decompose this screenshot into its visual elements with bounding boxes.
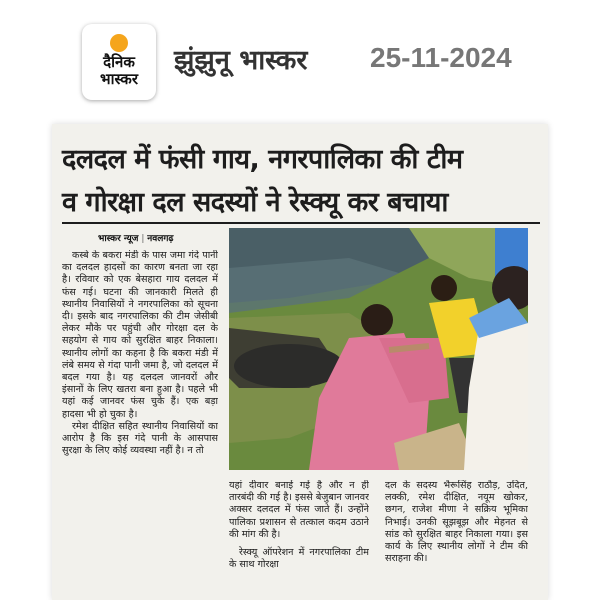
logo-line-2: भास्कर [100, 70, 138, 88]
byline-separator: | [138, 234, 148, 244]
column-2-paragraph-2: रेस्क्यू ऑपरेशन में नगरपालिका टीम के साथ गोरक्षा [229, 547, 369, 571]
logo-line-1: दैनिक [103, 53, 135, 71]
column-3-paragraph-1: दल के सदस्य भैरूसिंह राठौड़, उदित, लक्की, रमेश दीक्षित, नयूम खोकर, छगन, राजेश मीणा ने सक्रिय भूमिका निभाई। उनकी सूझबूझ और मेहनत से सांड को सुरक्षित बाहर निकाला गया। इस कार्य के लिए स्थानीय लोगों ने टीम की सराहना की। [385, 480, 528, 565]
headline-line-2: व गोरक्षा दल सदस्यों ने रेस्क्यू कर बचाया [62, 187, 448, 218]
column-1-paragraph-2: रमेश दीक्षित सहित स्थानीय निवासियों का आरोप है कि इस गंदे पानी के आसपास सुरक्षा के लिए कोई व्यवस्था नहीं है। न तो [62, 420, 218, 457]
article-column-2 [229, 480, 369, 600]
article-column-1 [62, 250, 218, 600]
sun-icon [110, 34, 128, 52]
dainik-bhaskar-logo [82, 24, 156, 100]
byline-place: नवलगढ़ [147, 234, 174, 244]
headline-rule [62, 222, 540, 224]
logo-wordmark [82, 54, 156, 88]
edition-date: 25-11-2024 [370, 42, 512, 73]
column-1-paragraph-1: कस्बे के बकरा मंडी के पास जमा गंदे पानी का दलदल हादसों का कारण बनता जा रहा है। रविवार को एक बेसहारा गाय दलदल में फंस गई। घटना की जानकारी मिलते ही स्थानीय निवासियों ने नगरपालिका को सूचना दी। इसके बाद नगरपालिका की टीम जेसीबी लेकर मौके पर पहुंची और गोरक्षा दल के सहयोग से गाय को सुरक्षित बाहर निकाला। स्थानीय लोगों का कहना है कि बकरा मंडी में लंबे समय से गंदा पानी जमा है, जो दलदल में बदल गया है। यह दलदल जानवरों और इंसानों के लिए खतरा बना हुआ है। पहले भी यहां कई जानवर फंस चुके हैं। एक बड़ा हादसा भी हो चुका है। [62, 250, 218, 420]
newspaper-header [0, 0, 600, 118]
rescue-photo-illustration [229, 228, 528, 470]
article-column-3 [385, 480, 528, 600]
article-headline [62, 138, 542, 224]
byline-source: भास्कर न्यूज [98, 234, 139, 244]
byline [98, 231, 173, 244]
rescue-photo [229, 228, 528, 470]
column-2-paragraph-1: यहां दीवार बनाई गई है और न ही तारबंदी की गई है। इससे बेजुबान जानवर अक्सर दलदल में फंस जाते हैं। उन्होंने पालिका प्रशासन से तत्काल कदम उठाने की मांग की है। [229, 480, 369, 540]
headline-line-1: दलदल में फंसी गाय, नगरपालिका की टीम [62, 144, 463, 175]
edition-title: झुंझुनू भास्कर [174, 45, 308, 76]
